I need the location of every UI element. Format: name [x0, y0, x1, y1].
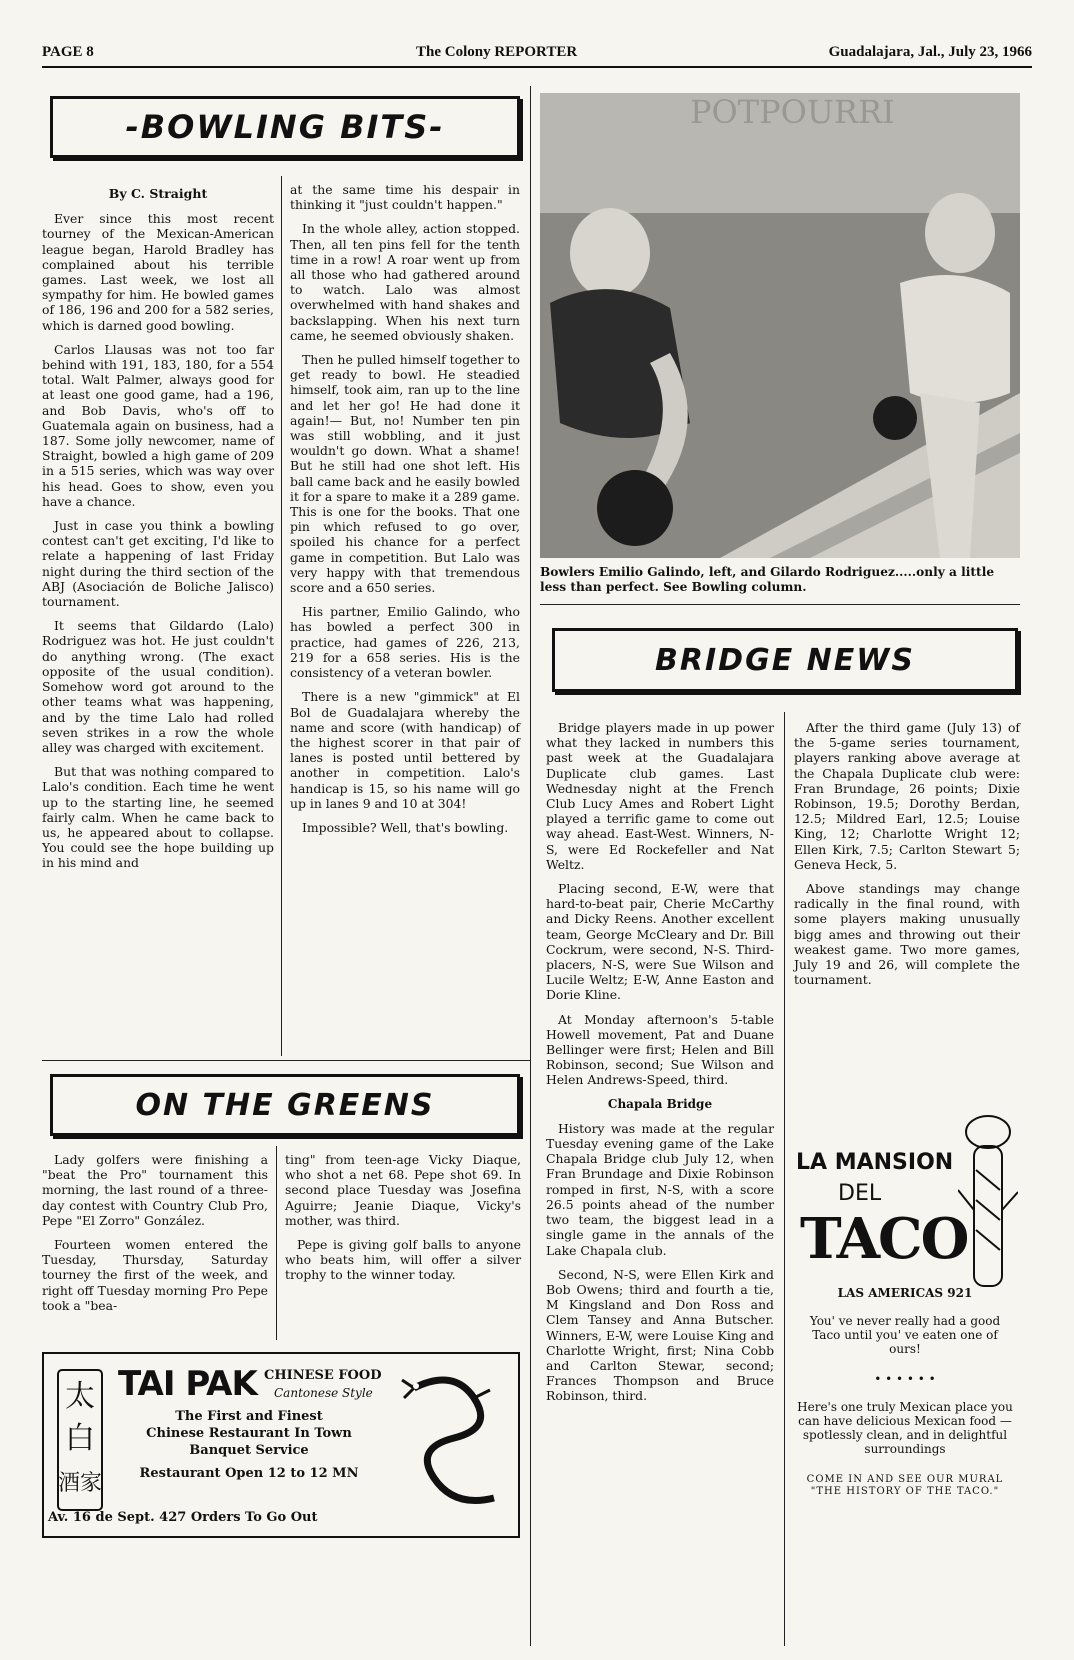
taco-line-2: DEL [838, 1181, 882, 1206]
greens-column-1 [42, 1152, 268, 1322]
taco-text-3: COME IN AND SEE OUR MURAL "THE HISTORY OF THE TACO." [806, 1474, 1004, 1497]
bowling-headline: -BOWLING BITS- [50, 96, 520, 158]
tai-pak-details [104, 1408, 394, 1482]
taco-text-1: You' ve never really had a good Taco until you' ve eaten one of ours! [809, 1314, 1001, 1356]
paragraph: In the whole alley, action stopped. Then, all ten pins fell for the tenth time in a row! A roar went up from all those who had gathered around to watch. Lalo was almost overwhelmed with hand shakes and backslapping. When his next turn came, he seemed obviously shaken. [290, 221, 520, 343]
taco-text-2: Here's one truly Mexican place you can have delicious Mexican food — spotlessly clean, and in delightful surroundings [797, 1400, 1013, 1456]
chinese-characters-icon [50, 1366, 110, 1516]
paragraph: Second, N-S, were Ellen Kirk and Bob Owens; third and fourth a tie, M Kingsland and Don Ross and Clem Tansey and Anna Butscher. Winners, E-W, were Louise King and Charlotte Wright, first; Nina Cobb and Carlton Stewar, second; Frances Thompson and Bruce Robinson, third. [546, 1266, 774, 1404]
paragraph: Ever since this most recent tourney of the Mexican-American league began, Harold Bradley has complained about his terrible games. Last week, we lost all sympathy for him. He bowled games of 186, 196 and 200 for a 582 series, which is darned good bowling. [42, 211, 274, 333]
paragraph: Carlos Llausas was not too far behind with 191, 183, 180, for a 554 total. Walt Palmer, always good for at least one good game, had a 196, and Bob Davis, who's off to Guatemala again on business, had a 187. Some jolly newcomer, name of Straight, bowled a high game of 209 in a 515 series, which was way over his head. Goes to show, even you have a chance. [42, 341, 274, 509]
chapala-subhead: Chapala Bridge [607, 1096, 713, 1111]
paragraph: ting" from teen-age Vicky Diaque, who shot a net 68. Pepe shot 69. In second place Tuesday was Josefina Aguirre; Jeanie Diaque, Vicky's mother, was third. [285, 1152, 521, 1228]
tai-pak-line: The First and Finest [175, 1409, 323, 1424]
paragraph: Impossible? Well, that's bowling. [302, 819, 509, 835]
paragraph: Fourteen women entered the Tuesday, Thursday, Saturday tourney the first of the week, and right off Tuesday morning Pro Pepe took a "bea- [42, 1237, 268, 1313]
bowlers-photo [540, 93, 1020, 558]
taco-address: LAS AMERICAS 921 [837, 1286, 973, 1300]
greens-column-2 [285, 1152, 521, 1292]
column-rule [276, 1146, 277, 1340]
paragraph: Lady golfers were finishing a "beat the Pro" tournament this morning, the last round of a three-day contest with Country Club Pro, Pepe "El Zorro" González. [42, 1152, 268, 1228]
page-number: PAGE 8 [42, 44, 94, 60]
tai-pak-line: Chinese Restaurant In Town [146, 1426, 352, 1441]
tai-pak-food: CHINESE FOOD [264, 1368, 382, 1383]
bridge-column-1 [546, 720, 774, 1413]
paragraph: History was made at the regular Tuesday evening game of the Lake Chapala Bridge club July 12, when Fran Brundage and Dixie Robinson romped in first, N-S, with a score 26.5 points ahead of the number two team, the biggest lead in a single game in the annals of the Lake Chapala club. [546, 1120, 774, 1258]
paragraph: But that was nothing compared to Lalo's condition. Each time he went up to the starting line, he seemed fairly calm. When he came back to us, he appeared about to collapse. You could see the hope building up in his mind and [42, 764, 274, 871]
taco-dots: • • • • • • [874, 1372, 936, 1386]
paragraph: Placing second, E-W, were that hard-to-beat pair, Cherie McCarthy and Dicky Reens. Another excellent team, George McCleary and Dr. Bill Cockrum, were second, N-S. Third-placers, N-S, were Sue Wilson and Lucile Weltz; E-W, Anne Easton and Dorie Kline. [546, 881, 774, 1003]
divider [42, 1060, 530, 1061]
paper-name: The Colony REPORTER [416, 44, 578, 60]
paragraph: There is a new "gimmick" at El Bol de Guadalajara whereby the name and score (with handicap) of the highest scorer in that pair of lanes is posted until bettered by another in competition. Lalo's handicap is 15, so his name will go up in lanes 9 and 10 at 304! [290, 689, 520, 811]
paragraph: Bridge players made in up power what they lacked in numbers this past week at the Guadalajara Duplicate club games. Last Wednesday night at the French Club Lucy Ames and Robert Light played a terrific game to come out way ahead. East-West. Winners, N-S, were Ed Rockefeller and Nat Weltz. [546, 720, 774, 872]
chef-taco-icon [958, 1110, 1018, 1300]
column-rule [784, 712, 785, 1646]
page-header [42, 44, 1032, 68]
byline: By C. Straight [108, 186, 208, 201]
paragraph: at the same time his despair in thinking it "just couldn't happen." [290, 182, 520, 213]
tai-pak-name: TAI PAK [118, 1364, 257, 1404]
divider [540, 604, 1020, 605]
tai-pak-line: Restaurant Open 12 to 12 MN [139, 1466, 359, 1481]
paragraph: Pepe is giving golf balls to anyone who beats him, will offer a silver trophy to the winner today. [285, 1237, 521, 1283]
svg-text:太: 太 [65, 1379, 95, 1414]
svg-text:酒家: 酒家 [57, 1471, 103, 1496]
paragraph: Just in case you think a bowling contest can't get exciting, I'd like to relate a happening of last Friday night during the third section of the ABJ (Asociación de Boliche Jalisco) tournament. [42, 518, 274, 610]
tai-pak-line: Banquet Service [189, 1443, 309, 1458]
bowlers-illustration [540, 93, 1020, 558]
tai-pak-address: Av. 16 de Sept. 427 Orders To Go Out [48, 1510, 318, 1525]
dateline: Guadalajara, Jal., July 23, 1966 [828, 44, 1032, 60]
bowling-column-2 [290, 182, 520, 844]
bridge-headline: BRIDGE NEWS [552, 628, 1018, 692]
tai-pak-ad [42, 1352, 520, 1538]
svg-text:POTPOURRI: POTPOURRI [690, 93, 895, 131]
bowling-column-1 [42, 186, 274, 880]
bridge-column-2 [794, 720, 1020, 996]
paragraph: Then he pulled himself together to get ready to bowl. He steadied himself, took aim, ran up to the line and let her go! He had done it again!— But, no! Number ten pin was still wobbling, and it just wouldn't go down. What a shame! But he still had one shot left. His ball came back and he easily bowled it for a spare to make it a 289 game. This is one for the books. That one pin which refused to go over, spoiled his chance for a perfect game in competition. But Lalo was very happy with that tremendous score and a 650 series. [290, 352, 520, 596]
paragraph: Above standings may change radically in the final round, with some players making unusually bigg ames and throwing out their weakest game. Two more games, July 19 and 26, will complete the tournament. [794, 881, 1020, 988]
paragraph: It seems that Gildardo (Lalo) Rodriguez was hot. He just couldn't do anything wrong. (The exact opposite of the usual condition). Somehow word got around to the other teams what was happening, and by the time Lalo had rolled seven strikes in a row the whole alley was charged with excitement. [42, 618, 274, 755]
taco-line-1: LA MANSION [796, 1150, 954, 1175]
photo-caption: Bowlers Emilio Galindo, left, and Gilardo Rodriguez.....only a little less than perfect. See Bowling column. [540, 565, 995, 594]
tai-pak-style: Cantonese Style [274, 1386, 373, 1400]
paragraph: At Monday afternoon's 5-table Howell movement, Pat and Duane Bellinger were first; Helen and Bill Robinson, second; Sue Wilson and Helen Andrews-Speed, third. [546, 1011, 774, 1088]
paragraph: After the third game (July 13) of the 5-game series tournament, players ranking above average at the Chapala Duplicate club were: Fran Brundage, 26 points; Dixie Robinson, 19.5; Dorothy Berdan, 12.5; Mildred Earl, 12.5; Louise King, 12; Charlotte Wright 12; Ellen Kirk, 7.5; Carlton Stewart 5; Geneva Heck, 5. [794, 720, 1020, 872]
taco-line-3: TACO [800, 1206, 968, 1272]
taco-ad [790, 1110, 1020, 1645]
paragraph: His partner, Emilio Galindo, who has bowled a perfect 300 in practice, had games of 226, 213, 219 for a 658 series. His is the consistency of a veteran bowler. [290, 604, 520, 681]
svg-text:白: 白 [65, 1421, 95, 1456]
column-rule [281, 176, 282, 1056]
dragon-icon [394, 1368, 506, 1518]
greens-headline: ON THE GREENS [50, 1074, 520, 1136]
page-column-rule [530, 86, 531, 1646]
